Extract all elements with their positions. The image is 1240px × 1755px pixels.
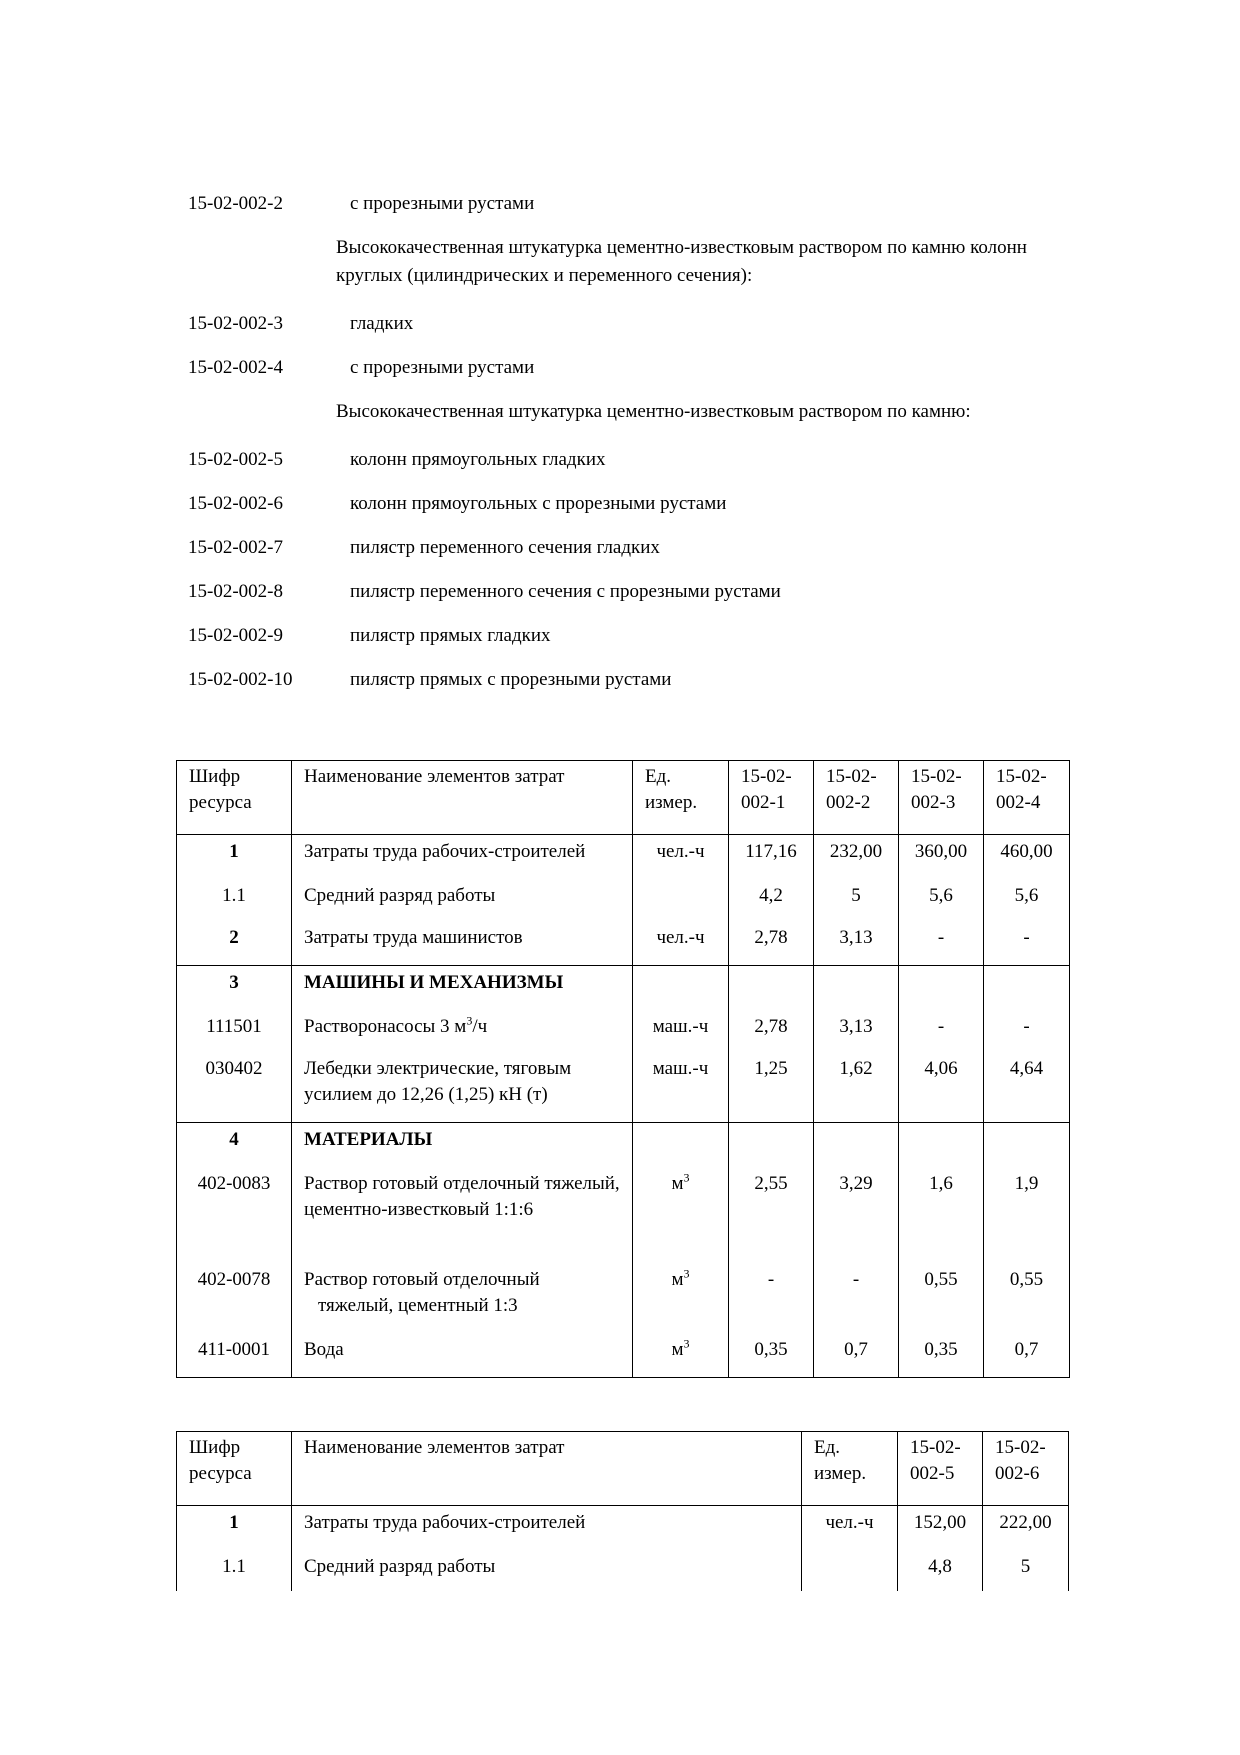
table-header [177,761,1070,835]
header-code: Шифр ресурса [177,761,292,835]
cell-value: 117,16 [729,835,814,880]
item-text: с прорезными рустами [350,193,535,214]
cell-value: - [984,921,1070,966]
cell-name: Вода [292,1333,633,1378]
section-heading: Высококачественная штукатурка цементно-известковым раствором по камню колонн круглых (цилиндрических и переменного сечения): [336,237,1027,286]
table-row [177,921,1070,966]
table-row [177,1167,1070,1263]
item-code: 15-02-002-7 [188,537,283,558]
cell-value: 232,00 [814,835,899,880]
cell-code: 111501 [177,1010,292,1052]
header-col: 15-02-002-1 [729,761,814,835]
cell-name: Средний разряд работы [292,1550,802,1591]
cell-value: 0,7 [814,1333,899,1378]
table-row [177,879,1070,921]
cell-name: Раствор готовый отделочный тяжелый, цементный 1:3 [292,1263,633,1333]
header-col: 15-02-002-2 [814,761,899,835]
cell-value: 4,06 [899,1052,984,1123]
item-code: 15-02-002-2 [188,193,283,214]
cell-name: Лебедки электрические, тяговым усилием до 12,26 (1,25) кН (т) [292,1052,633,1123]
cell-value: 3,29 [814,1167,899,1263]
cell-value: 5 [983,1550,1069,1591]
section-heading: Высококачественная штукатурка цементно-известковым раствором по камню: [336,401,971,422]
item-text: с прорезными рустами [350,357,535,378]
cell-value: 5,6 [899,879,984,921]
cell-unit [633,879,729,921]
header-name: Наименование элементов затрат [292,1432,802,1506]
item-code: 15-02-002-6 [188,493,283,514]
section-title: МАШИНЫ И МЕХАНИЗМЫ [292,966,633,1011]
item-text: пилястр прямых гладких [350,625,551,646]
cell-name: Растворонасосы 3 $м^3/ч$ [292,1010,633,1052]
header-code: Шифр ресурса [177,1432,292,1506]
cell-value: 2,55 [729,1167,814,1263]
cell-code: 1 [177,835,292,880]
item-code: 15-02-002-9 [188,625,283,646]
cell-value: 360,00 [899,835,984,880]
cell-value: 4,2 [729,879,814,921]
cell-value: 3,13 [814,921,899,966]
cell-value: 5 [814,879,899,921]
cell-code: 1.1 [177,1550,292,1591]
cell-name: Затраты труда машинистов [292,921,633,966]
cell-value: 0,35 [899,1333,984,1378]
header-col: 15-02-002-3 [899,761,984,835]
header-name: Наименование элементов затрат [292,761,633,835]
cell-value: 0,55 [899,1263,984,1333]
cell-value: - [814,1263,899,1333]
item-text: колонн прямоугольных с прорезными рустами [350,493,727,514]
table-row [177,1333,1070,1378]
cell-value: 4,64 [984,1052,1070,1123]
header-unit: Ед. измер. [802,1432,898,1506]
item-text: гладких [350,313,414,334]
cell-code: 411-0001 [177,1333,292,1378]
table-row [177,835,1070,880]
cell-unit: $м^3$ [633,1333,729,1378]
cell-code: 3 [177,966,292,1011]
cell-value: - [729,1263,814,1333]
cell-value: 152,00 [898,1506,983,1551]
cell-value: 0,7 [984,1333,1070,1378]
cell-code: 2 [177,921,292,966]
header-col: 15-02-002-6 [983,1432,1069,1506]
cell-value: 1,25 [729,1052,814,1123]
table-row [177,1550,1069,1591]
cell-code: 402-0078 [177,1263,292,1333]
cell-unit: чел.-ч [633,835,729,880]
header-unit: Ед. измер. [633,761,729,835]
item-code: 15-02-002-4 [188,357,283,378]
cell-value: 1,62 [814,1052,899,1123]
cell-value: - [899,921,984,966]
cell-value: 2,78 [729,921,814,966]
item-code: 15-02-002-5 [188,449,283,470]
table-header [177,1432,1069,1506]
cell-value: 460,00 [984,835,1070,880]
cell-unit: маш.-ч [633,1010,729,1052]
cell-name: Затраты труда рабочих-строителей [292,1506,802,1551]
item-text: колонн прямоугольных гладких [350,449,606,470]
section-title: МАТЕРИАЛЫ [292,1123,633,1168]
table-row-section [177,966,1070,1011]
cell-value: 2,78 [729,1010,814,1052]
cell-unit: чел.-ч [802,1506,898,1551]
table-row [177,1263,1070,1333]
header-col: 15-02-002-5 [898,1432,983,1506]
cell-value: 4,8 [898,1550,983,1591]
cell-name: Затраты труда рабочих-строителей [292,835,633,880]
cell-value: 0,55 [984,1263,1070,1333]
cell-code: 030402 [177,1052,292,1123]
cell-value: 1,9 [984,1167,1070,1263]
cell-name: Средний разряд работы [292,879,633,921]
resource-table-1 [176,760,1070,1378]
table-row [177,1010,1070,1052]
table-row [177,1052,1070,1123]
cell-code: 1 [177,1506,292,1551]
cell-unit [802,1550,898,1591]
table-row-section [177,1123,1070,1168]
cell-code: 1.1 [177,879,292,921]
cell-unit: чел.-ч [633,921,729,966]
cell-value: - [899,1010,984,1052]
item-text: пилястр прямых с прорезными рустами [350,669,672,690]
cell-value: 5,6 [984,879,1070,921]
cell-value: 3,13 [814,1010,899,1052]
item-code: 15-02-002-8 [188,581,283,602]
item-code: 15-02-002-3 [188,313,283,334]
cell-value: 1,6 [899,1167,984,1263]
item-text: пилястр переменного сечения с прорезными рустами [350,581,781,602]
header-col: 15-02-002-4 [984,761,1070,835]
cell-code: 4 [177,1123,292,1168]
cell-unit: маш.-ч [633,1052,729,1123]
cell-value: - [984,1010,1070,1052]
item-code: 15-02-002-10 [188,669,293,690]
table-row [177,1506,1069,1551]
cell-code: 402-0083 [177,1167,292,1263]
cell-unit: $м^3$ [633,1167,729,1263]
cell-unit: $м^3$ [633,1263,729,1333]
cell-value: 0,35 [729,1333,814,1378]
resource-table-2 [176,1431,1069,1591]
resource-table-2-clip [176,1431,1069,1591]
item-text: пилястр переменного сечения гладких [350,537,660,558]
cell-value: 222,00 [983,1506,1069,1551]
cell-name: Раствор готовый отделочный тяжелый, цементно-известковый 1:1:6 [292,1167,633,1263]
